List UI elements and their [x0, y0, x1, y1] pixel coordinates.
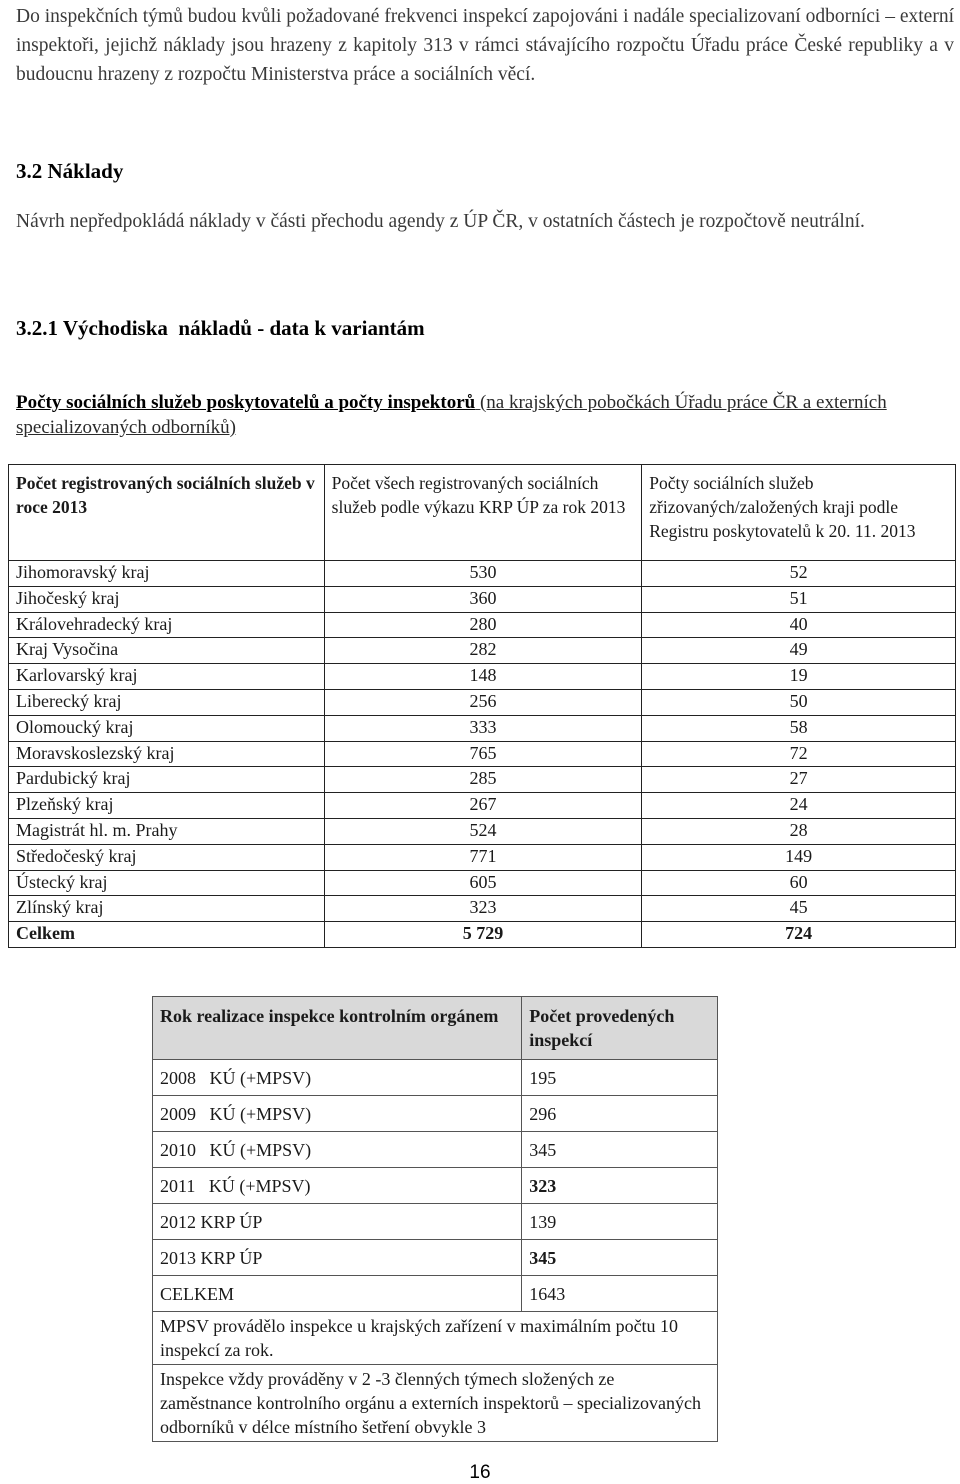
table-row	[9, 638, 956, 664]
year-cell: 2013 KRP ÚP	[153, 1240, 522, 1276]
region-cell: Královehradecký kraj	[9, 612, 325, 638]
kraj-services-cell: 19	[642, 664, 956, 690]
all-services-cell: 605	[324, 870, 642, 896]
inspections-row	[153, 1168, 718, 1204]
table-row	[9, 870, 956, 896]
all-services-cell: 148	[324, 664, 642, 690]
inspections-header-row	[153, 997, 718, 1060]
header-count: Počet provedených inspekcí	[522, 997, 718, 1060]
header-kraj-services: Počty sociálních služeb zřizovaných/založených kraji podle Registru poskytovatelů k 20. 11. 2013	[642, 465, 956, 561]
count-cell: 345	[522, 1240, 718, 1276]
social-services-table	[8, 464, 956, 948]
table-row	[9, 767, 956, 793]
kraj-services-cell: 40	[642, 612, 956, 638]
note-mpsv: MPSV provádělo inspekce u krajských zařízení v maximálním počtu 10 inspekcí za rok.	[153, 1312, 718, 1365]
total-kraj: 724	[642, 922, 956, 948]
table-row	[9, 586, 956, 612]
region-cell: Liberecký kraj	[9, 689, 325, 715]
table-row	[9, 689, 956, 715]
kraj-services-cell: 24	[642, 793, 956, 819]
region-cell: Pardubický kraj	[9, 767, 325, 793]
caption-bold: Počty sociálních služeb poskytovatelů a počty inspektorů	[16, 392, 476, 413]
region-cell: Plzeňský kraj	[9, 793, 325, 819]
table-row	[9, 715, 956, 741]
all-services-cell: 282	[324, 638, 642, 664]
table-row	[9, 896, 956, 922]
inspections-row	[153, 1132, 718, 1168]
table-row	[9, 664, 956, 690]
year-cell: CELKEM	[153, 1276, 522, 1312]
all-services-cell: 267	[324, 793, 642, 819]
kraj-services-cell: 58	[642, 715, 956, 741]
kraj-services-cell: 50	[642, 689, 956, 715]
count-cell: 323	[522, 1168, 718, 1204]
section-heading-3-2: 3.2 Náklady	[16, 159, 124, 183]
header-year: Rok realizace inspekce kontrolním orgánem	[153, 997, 522, 1060]
year-cell: 2012 KRP ÚP	[153, 1204, 522, 1240]
all-services-cell: 285	[324, 767, 642, 793]
all-services-cell: 771	[324, 844, 642, 870]
kraj-services-cell: 149	[642, 844, 956, 870]
page-number: 16	[469, 1462, 491, 1483]
kraj-services-cell: 51	[642, 586, 956, 612]
intro-paragraph: Do inspekčních týmů budou kvůli požadované frekvenci inspekcí zapojováni i nadále specializovaní odborníci – externí inspektoři, jejichž náklady jsou hrazeny z kapitoly 313 v rámci stávajícího rozpočtu Úřadu práce České republiky a v budoucnu hrazeny z rozpočtu Ministerstva práce a sociálních věcí.	[16, 6, 954, 85]
all-services-cell: 360	[324, 586, 642, 612]
inspections-row	[153, 1204, 718, 1240]
region-cell: Olomoucký kraj	[9, 715, 325, 741]
header-all-services: Počet všech registrovaných sociálních služeb podle výkazu KRP ÚP za rok 2013	[324, 465, 642, 561]
caption-rest: (na krajských pobočkách Úřadu práce ČR a externích specializovaných odborníků)	[16, 392, 887, 438]
inspections-row	[153, 1096, 718, 1132]
count-cell: 139	[522, 1204, 718, 1240]
all-services-cell: 280	[324, 612, 642, 638]
year-cell: 2009 KÚ (+MPSV)	[153, 1096, 522, 1132]
region-cell: Jihočeský kraj	[9, 586, 325, 612]
region-cell: Středočeský kraj	[9, 844, 325, 870]
all-services-cell: 256	[324, 689, 642, 715]
table-row	[9, 561, 956, 587]
table-row	[9, 818, 956, 844]
count-cell: 1643	[522, 1276, 718, 1312]
note-teams: Inspekce vždy prováděny v 2 -3 členných týmech složených ze zaměstnance kontrolního orgánu a externích inspektorů – specializovaných odborníků v délce místního šetření obvykle 3	[153, 1365, 718, 1442]
table-header-row	[9, 465, 956, 561]
section-3-2-text: Návrh nepředpokládá náklady v části přechodu agendy z ÚP ČR, v ostatních částech je rozpočtově neutrální.	[16, 211, 865, 232]
all-services-cell: 530	[324, 561, 642, 587]
section-heading-3-2-1: 3.2.1 Východiska nákladů - data k variantám	[16, 316, 425, 340]
count-cell: 296	[522, 1096, 718, 1132]
region-cell: Ústecký kraj	[9, 870, 325, 896]
kraj-services-cell: 72	[642, 741, 956, 767]
kraj-services-cell: 52	[642, 561, 956, 587]
total-label: Celkem	[9, 922, 325, 948]
table-caption	[16, 390, 954, 440]
note-row	[153, 1312, 718, 1365]
note-row	[153, 1365, 718, 1442]
kraj-services-cell: 27	[642, 767, 956, 793]
inspections-row	[153, 1276, 718, 1312]
total-all: 5 729	[324, 922, 642, 948]
kraj-services-cell: 60	[642, 870, 956, 896]
year-cell: 2008 KÚ (+MPSV)	[153, 1060, 522, 1096]
header-registered-services: Počet registrovaných sociálních služeb v roce 2013	[9, 465, 325, 561]
region-cell: Jihomoravský kraj	[9, 561, 325, 587]
region-cell: Karlovarský kraj	[9, 664, 325, 690]
kraj-services-cell: 45	[642, 896, 956, 922]
region-cell: Zlínský kraj	[9, 896, 325, 922]
count-cell: 195	[522, 1060, 718, 1096]
inspections-row	[153, 1240, 718, 1276]
table-total-row	[9, 922, 956, 948]
all-services-cell: 765	[324, 741, 642, 767]
table-row	[9, 741, 956, 767]
all-services-cell: 333	[324, 715, 642, 741]
year-cell: 2010 KÚ (+MPSV)	[153, 1132, 522, 1168]
count-cell: 345	[522, 1132, 718, 1168]
kraj-services-cell: 49	[642, 638, 956, 664]
all-services-cell: 524	[324, 818, 642, 844]
table-row	[9, 844, 956, 870]
region-cell: Magistrát hl. m. Prahy	[9, 818, 325, 844]
region-cell: Kraj Vysočina	[9, 638, 325, 664]
inspections-table	[152, 996, 718, 1442]
region-cell: Moravskoslezský kraj	[9, 741, 325, 767]
table-row	[9, 793, 956, 819]
year-cell: 2011 KÚ (+MPSV)	[153, 1168, 522, 1204]
all-services-cell: 323	[324, 896, 642, 922]
kraj-services-cell: 28	[642, 818, 956, 844]
inspections-row	[153, 1060, 718, 1096]
table-row	[9, 612, 956, 638]
